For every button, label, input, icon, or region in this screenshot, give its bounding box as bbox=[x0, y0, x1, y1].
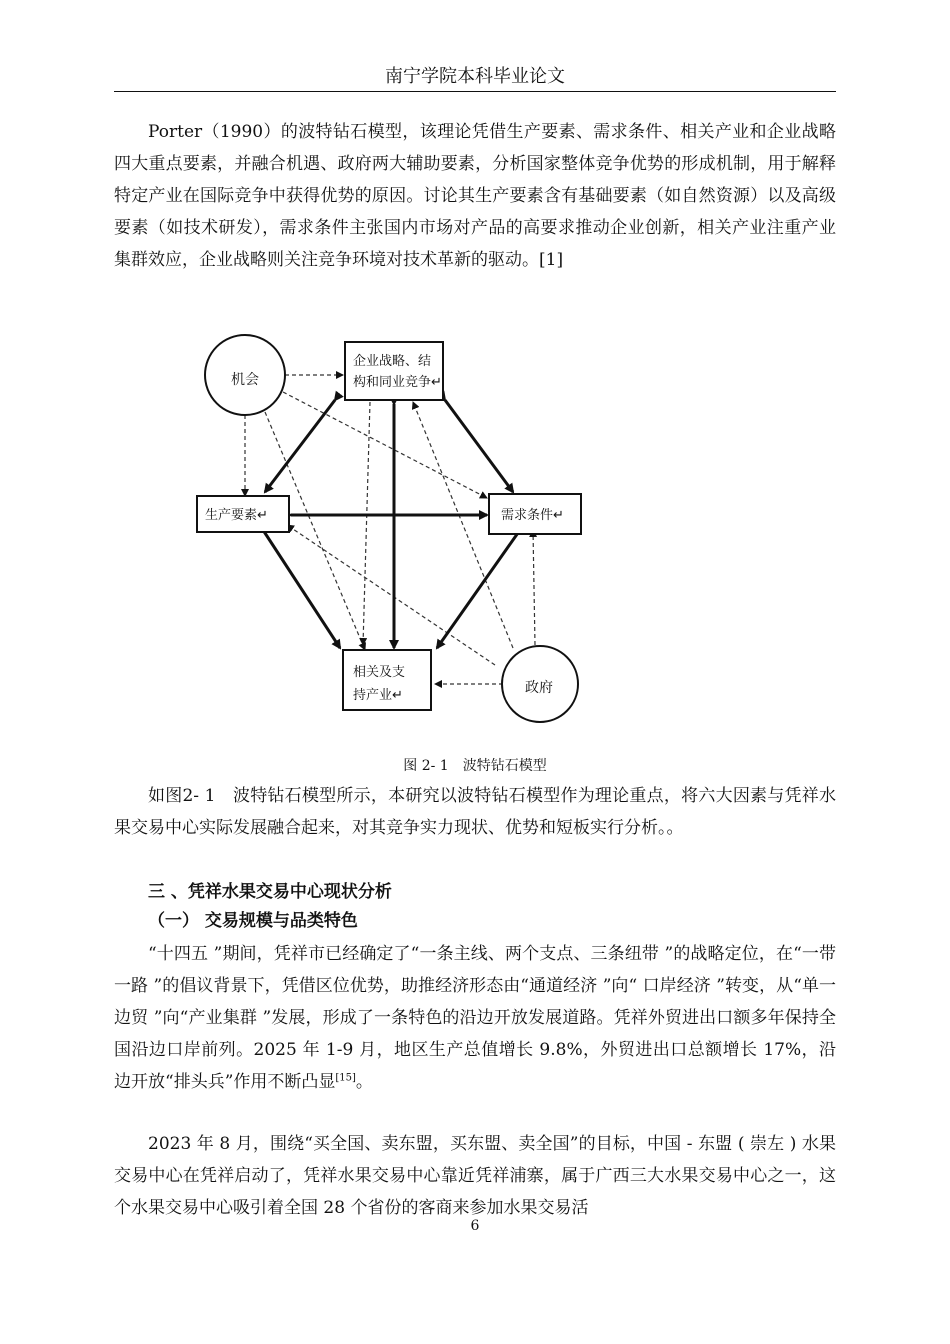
node-related-label-2: 持产业↵ bbox=[353, 688, 403, 703]
arrow-strategy-demand bbox=[445, 400, 513, 492]
paragraph-14th-five-year-end: 。 bbox=[355, 1072, 373, 1092]
page-header: 南宁学院本科毕业论文 bbox=[385, 66, 565, 87]
node-strategy-label-1: 企业战略、结 bbox=[353, 354, 432, 369]
arrow-demand-related bbox=[437, 530, 520, 648]
paragraph-14th-five-year bbox=[114, 938, 836, 1098]
paragraph-porter-theory: Porter（1990）的波特钻石模型，该理论凭借生产要素、需求条件、相关产业和企业战略四大重点要素，并融合机遇、政府两大辅助要素，分析国家整体竞争优势的形成机制，用于解释特定产业在国际竞争中获得优势的原因。讨论其生产要素含有基础要素（如自然资源）以及高级要素（如技术研发），需求条件主张国内市场对产品的高要求推动企业创新，相关产业注重产业集群效应，企业战略则关注竞争环境对技术革新的驱动。[1] bbox=[114, 122, 836, 270]
porter-diamond-diagram bbox=[195, 320, 595, 740]
arrow-factors-related bbox=[263, 530, 340, 648]
figure-caption: 图 2- 1 波特钻石模型 bbox=[403, 758, 547, 774]
node-strategy-label-2: 构和同业竞争↵ bbox=[353, 375, 442, 390]
citation-15: [15] bbox=[335, 1072, 356, 1084]
node-demand-label: 需求条件↵ bbox=[501, 508, 564, 523]
node-chance-label: 机会 bbox=[231, 372, 259, 388]
header-divider bbox=[114, 91, 836, 92]
dashed-arrow-government-demand bbox=[533, 530, 535, 645]
paragraph-trade-center: 2023 年 8 月，围绕“买全国、卖东盟，买东盟、卖全国”的目标，中国 - 东盟 ( 崇左 ) 水果交易中心在凭祥启动了，凭祥水果交易中心靠近凭祥浦寨，属于广西三大水果交易中心之一，这个水果交易中心吸引着全国 28 个省份的客商来参加水果交易活 bbox=[114, 1134, 836, 1218]
dashed-arrow-government-factors bbox=[287, 525, 495, 665]
dashed-arrow-strategy-related bbox=[363, 402, 370, 645]
node-factors-label: 生产要素↵ bbox=[205, 508, 268, 523]
dashed-arrow-chance-demand bbox=[283, 392, 487, 498]
section-heading-3: 三 、凭祥水果交易中心现状分析 bbox=[148, 882, 392, 902]
paragraph-figure-reference: 如图2- 1 波特钻石模型所示，本研究以波特钻石模型作为理论重点，将六大因素与凭祥水果交易中心实际发展融合起来，对其竞争实力现状、优势和短板实行分析。。 bbox=[114, 786, 836, 838]
arrow-strategy-factors bbox=[265, 400, 335, 492]
node-government-label: 政府 bbox=[525, 680, 553, 696]
paragraph-14th-five-year-text: “十四五 ”期间，凭祥市已经确定了“一条主线、两个支点、三条纽带 ”的战略定位，在“一带一路 ”的倡议背景下，凭借区位优势，助推经济形态由“通道经济 ”向“ 口岸经济 ”转变，从“单一边贸 ”向“产业集群 ”发展，形成了一条特色的沿边开放发展道路。凭祥外贸进出口额多年保持全国沿边口岸前列。2025 年 1-9 月，地区生产总值增长 9.8%，外贸进出口总额增长 17%，沿边开放“排头兵”作用不断凸显 bbox=[114, 944, 836, 1092]
node-related-label-1: 相关及支 bbox=[353, 665, 406, 680]
porter-diamond-figure bbox=[195, 320, 595, 740]
node-strategy-box bbox=[345, 342, 443, 400]
page-number: 6 bbox=[470, 1218, 480, 1234]
subsection-heading-1: （一） 交易规模与品类特色 bbox=[148, 911, 358, 931]
